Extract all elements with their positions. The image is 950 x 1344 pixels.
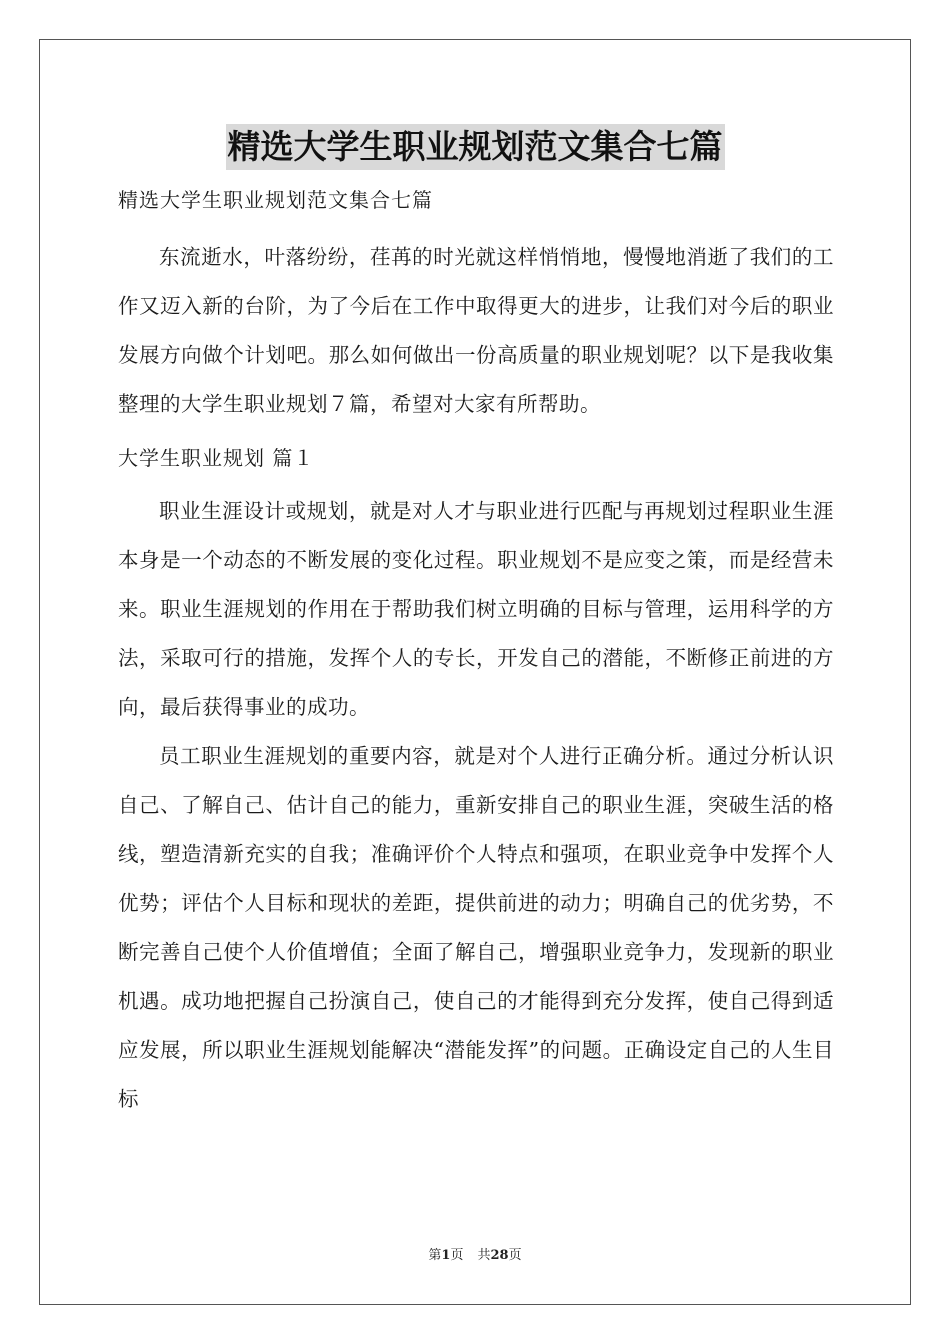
total-pages: 28 [490,1248,509,1263]
intro-paragraph: 东流逝水，叶落纷纷，荏苒的时光就这样悄悄地，慢慢地消逝了我们的工作又迈入新的台阶，为了今后在工作中取得更大的进步，让我们对今后的职业发展方向做个计划吧。那么如何做出一份高质量的职业规划呢？以下是我收集整理的大学生职业规划７篇，希望对大家有所帮助。 [118,245,834,416]
page-footer [0,1247,950,1265]
page-suffix: 页 [450,1248,464,1263]
total-suffix: 页 [508,1248,522,1263]
page-number: 1 [441,1248,451,1263]
body-paragraph-2: 员工职业生涯规划的重要内容，就是对个人进行正确分析。通过分析认识自己、了解自己、估计自己的能力，重新安排自己的职业生涯，突破生活的格线，塑造清新充实的自我；准确评价个人特点和强项，在职业竞争中发挥个人优势；评估个人目标和现状的差距，提供前进的动力；明确自己的优劣势，不断完善自己使个人价值增值；全面了解自己，增强职业竞争力，发现新的职业机遇。成功地把握自己扮演自己，使自己的才能得到充分发挥，使自己得到适应发展，所以职业生涯规划能解决“潜能发挥”的问题。正确设定自己的人生目标 [118,744,834,1111]
document-title: 精选大学生职业规划范文集合七篇 [226,124,725,170]
body-paragraph-1: 职业生涯设计或规划，就是对人才与职业进行匹配与再规划过程职业生涯本身是一个动态的不断发展的变化过程。职业规划不是应变之策，而是经营未来。职业生涯规划的作用在于帮助我们树立明确的目标与管理，运用科学的方法，采取可行的措施，发挥个人的专长，开发自己的潜能，不断修正前进的方向，最后获得事业的成功。 [118,499,834,719]
section-heading: 大学生职业规划 篇１ [118,446,315,470]
total-prefix: 共 [477,1248,491,1263]
document-subtitle: 精选大学生职业规划范文集合七篇 [118,188,433,212]
page-prefix: 第 [428,1248,442,1263]
title-container [0,124,950,170]
document-body [118,183,834,1124]
